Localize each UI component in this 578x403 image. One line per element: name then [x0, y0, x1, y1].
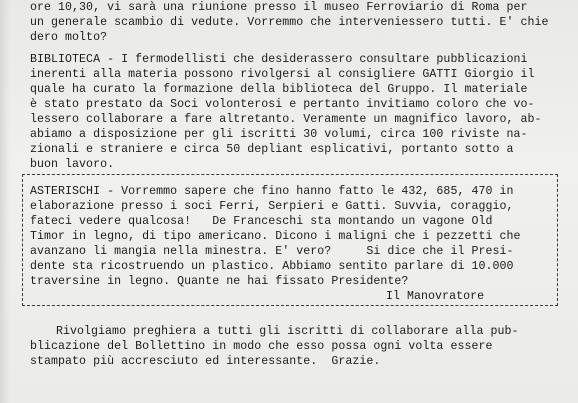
asterischi-line: Timor in legno, di tipo americano. Dicono i maligni che i pezzetti che — [30, 230, 521, 243]
closing-line: blicazione del Bollettino in modo che esso possa ogni volta essere — [30, 340, 493, 353]
closing-line: stampato più accresciuto ed interessante. Grazie. — [30, 355, 381, 368]
asterischi-signature: Il Manovratore — [386, 290, 485, 303]
asterischi-line: avanzano li mangia nella minestra. E' vero? Si dice che il Presi- — [30, 245, 514, 258]
intro-line: ore 10,30, vi sarà una riunione presso il museo Ferroviario di Roma per — [30, 1, 528, 14]
asterischi-line: ASTERISCHI - Vorremmo sapere che fino hanno fatto le 432, 685, 470 in — [30, 185, 514, 198]
biblioteca-line: è stato prestato da Soci volonterosi e pertanto invitiamo coloro che vo- — [30, 98, 535, 111]
asterischi-line: dente sta ricostruendo un plastico. Abbiamo sentito parlare di 10.000 — [30, 260, 514, 273]
biblioteca-line: BIBLIOTECA - I fermodellisti che desiderassero consultare pubblicazioni — [30, 53, 528, 66]
intro-line: dero molto? — [30, 31, 108, 44]
biblioteca-line: zionali e straniere e circa 50 depliant esplicativi, portanto sotto a — [30, 143, 514, 156]
biblioteca-line: lessero collaborare a fare altretanto. Veramente un magnifico lavoro, ab- — [30, 113, 542, 126]
biblioteca-line: abiamo a disposizione per gli iscritti 30 volumi, circa 100 riviste na- — [30, 128, 528, 141]
asterischi-line: traversine in legno. Quante ne hai fissato Presidente? — [30, 275, 409, 288]
asterischi-line: fateci vedere qualcosa! De Franceschi sta montando un vagone Old — [30, 215, 493, 228]
biblioteca-line: buon lavoro. — [30, 158, 115, 171]
biblioteca-line: inerenti alla materia possono rivolgersi al consigliere GATTI Giorgio il — [30, 68, 535, 81]
asterischi-line: elaborazione presso i soci Ferri, Serpieri e Gatti. Suvvia, coraggio, — [30, 200, 514, 213]
intro-line: un generale scambio di vedute. Vorremmo che interveniessero tutti. E' chie — [30, 16, 549, 29]
page-shadow-edge — [0, 0, 10, 403]
biblioteca-line: quale ha curato la formazione della biblioteca del Gruppo. Il materiale — [30, 83, 528, 96]
closing-line: Rivolgiamo preghiera a tutti gli iscritti di collaborare alla pub- — [56, 325, 519, 338]
